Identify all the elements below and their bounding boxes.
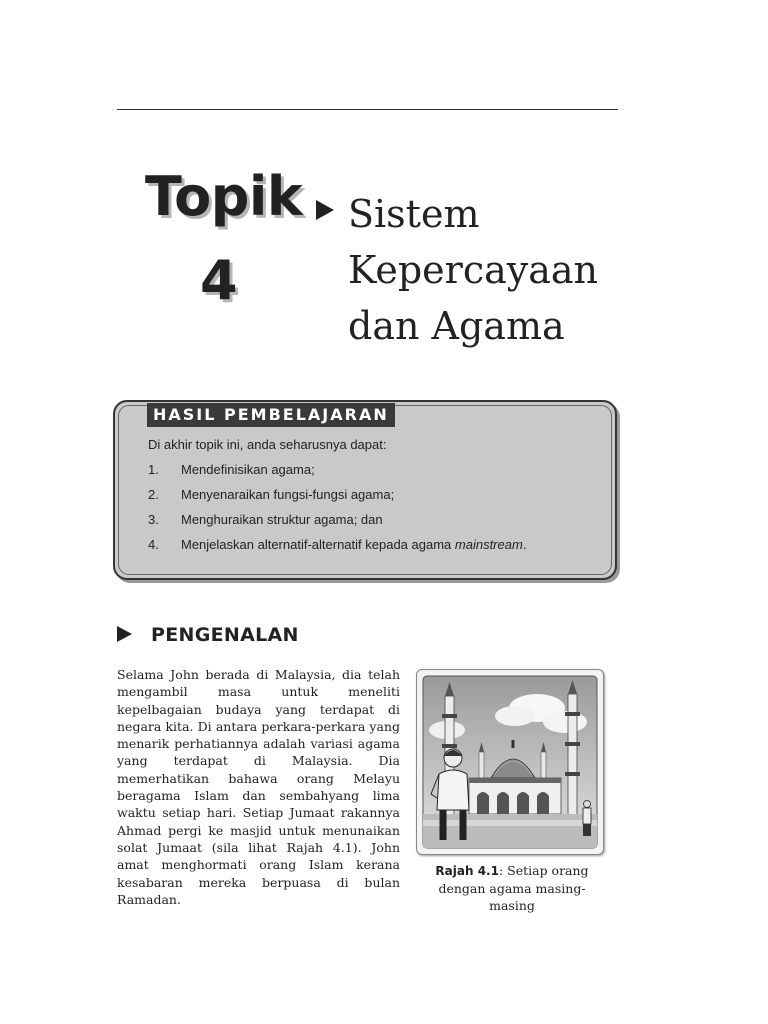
outcome-number: 3.: [148, 512, 159, 527]
outcome-number: 4.: [148, 537, 159, 552]
learning-outcomes-heading: HASIL PEMBELAJARAN: [147, 403, 395, 427]
title-line-3: dan Agama: [348, 304, 565, 348]
outcome-text: Menyenaraikan fungsi-fungsi agama;: [181, 487, 395, 502]
figure-caption-text: : Setiap orang dengan agama masing-masing: [438, 863, 589, 913]
outcome-text-end: .: [522, 537, 527, 552]
outcome-text: Menjelaskan alternatif-alternatif kepada agama: [181, 537, 455, 552]
outcome-item: [148, 487, 394, 502]
intro-paragraph: Selama John berada di Malaysia, dia telah mengambil masa untuk meneliti kepelbagaian budaya yang terdapat di negara kita. Di antara perkara-perkara yang menarik perhatiannya adalah variasi agama yang terdapat di Malaysia. Dia memerhatikan bahawa orang Melayu beragama Islam dan sembahyang lima waktu setiap hari. Setiap Jumaat rakannya Ahmad pergi ke masjid untuk menunaikan solat Jumaat (sila lihat Rajah 4.1). John amat menghormati orang Islam kerana kesabaran mereka berpuasa di bulan Ramadan.: [117, 667, 400, 907]
outcome-item: [148, 462, 315, 477]
title-line-2: Kepercayaan: [348, 248, 599, 292]
outcome-item: [148, 512, 383, 527]
mosque-illustration-image: [417, 670, 603, 854]
outcome-number: 2.: [148, 487, 159, 502]
outcome-text: Menghuraikan struktur agama; dan: [181, 512, 383, 527]
topic-label: Topik: [145, 165, 303, 228]
topic-title: [348, 186, 638, 354]
topic-number: 4: [200, 249, 238, 312]
title-line-1: Sistem: [348, 192, 480, 236]
figure-mosque-illustration: [416, 669, 604, 855]
outcome-item: [148, 537, 526, 552]
figure-label: Rajah 4.1: [435, 864, 499, 878]
top-rule: [117, 109, 618, 110]
figure-caption: [416, 862, 608, 914]
section-heading: PENGENALAN: [151, 624, 299, 646]
title-arrow-icon: [316, 200, 334, 220]
outcome-number: 1.: [148, 462, 159, 477]
learning-outcomes-intro: Di akhir topik ini, anda seharusnya dapat:: [148, 437, 387, 452]
section-arrow-icon: [117, 626, 132, 642]
outcome-italic-term: mainstream: [454, 537, 523, 552]
outcome-text: Mendefinisikan agama;: [181, 462, 315, 477]
